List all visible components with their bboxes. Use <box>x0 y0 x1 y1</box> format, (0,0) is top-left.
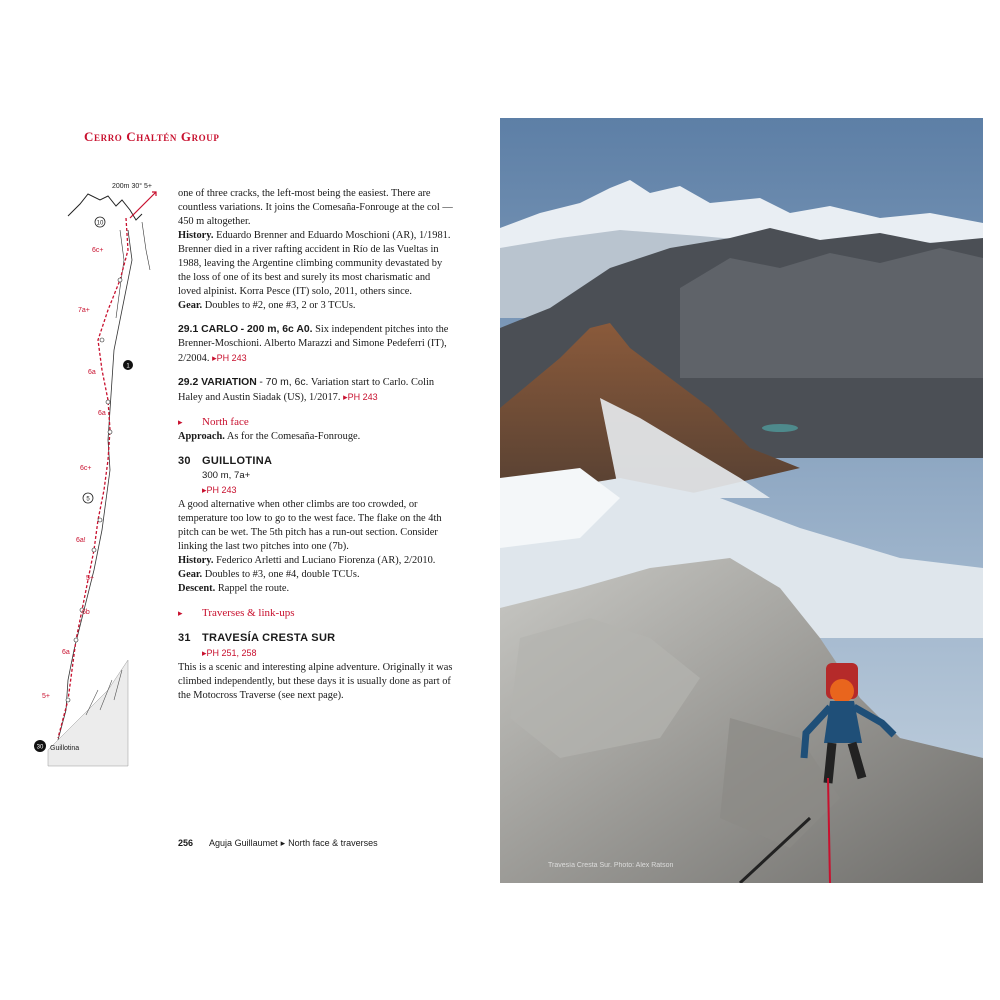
climber-photo <box>500 118 983 883</box>
page-footer <box>178 838 378 849</box>
photo-ref: ▸ PH 243 <box>202 485 237 495</box>
photo-ref: ▸ PH 243 <box>343 392 378 402</box>
topo-route-name: Guillotina <box>50 745 80 752</box>
triangle-bullet-icon: ▸ <box>280 838 286 848</box>
svg-text:1: 1 <box>126 363 130 370</box>
triangle-bullet-icon: ▸ <box>178 608 183 618</box>
topo-belay-1 <box>123 360 133 370</box>
topo-grade: 6c+ <box>80 465 92 472</box>
lake <box>762 424 798 432</box>
topo-grade: 7a+ <box>78 307 90 314</box>
route-30-description: A good alternative when other climbs are too crowded, or temperature too low to go to the west face. The flake on the 4th pitch can be wet. The 5th pitch has a run-out section. Consider linking the last two pitches into one (7b). <box>178 499 442 552</box>
subsection-traverses: ▸ Traverses & link-ups <box>178 607 295 619</box>
topo-grade: 6b <box>82 609 90 616</box>
topo-belay-10 <box>95 217 105 227</box>
photo-ref: ▸ PH 243 <box>212 353 247 363</box>
svg-text:30: 30 <box>36 744 44 751</box>
topo-grade: 6a <box>62 649 70 656</box>
section-title: Cerro Chaltén Group <box>84 129 220 144</box>
topo-top-label: 200m 30° 5+ <box>112 183 152 190</box>
photo-caption: Travesía Cresta Sur. Photo: Alex Ratson <box>548 862 674 869</box>
footer-chapter: North face & traverses <box>288 838 378 848</box>
topo-grade: 6c+ <box>92 247 104 254</box>
subsection-north-face: ▸ North face <box>178 416 249 428</box>
page-number: 256 <box>178 838 194 848</box>
triangle-bullet-icon: ▸ <box>178 417 183 427</box>
route-30-heading: 30 GUILLOTINA <box>178 455 273 467</box>
route-30-spec: 300 m, 7a+ <box>202 470 251 481</box>
route-description: one of three cracks, the left-most being the easiest. There are countless variations. It joins the Comesaña-Fonrouge at the col — 450 m altogether. <box>178 188 453 227</box>
history-entry: History. Eduardo Brenner and Eduardo Moschioni (AR), 1/1981. Brenner died in a river rafting accident in Río de las Vueltas in 1988, leaving the Argentine climbing community devastated by the loss of one of its best and surely its most charismatic and loved alpinist. Korra Pesce (IT) solo, 2011, others since. <box>178 230 451 297</box>
photo-ref: ▸ PH 251, 258 <box>202 648 257 658</box>
descent-entry: Descent. Rappel the route. <box>178 583 290 594</box>
topo-route-line <box>58 218 128 738</box>
topo-crack-lines <box>58 230 132 740</box>
topo-belay-30 <box>34 740 46 752</box>
topo-belay-5 <box>83 493 93 503</box>
guidebook-text <box>178 187 454 703</box>
topo-grade: 6a <box>88 369 96 376</box>
topo-ridge-outline <box>68 194 142 220</box>
variation-29-2: 29.2 VARIATION - 70 m, 6c. Variation start to Carlo. Colin Haley and Austin Siadak (US), 1/2017. ▸ PH 243 <box>178 376 454 405</box>
svg-text:5: 5 <box>86 496 90 503</box>
topo-grade: 6a! <box>76 537 86 544</box>
history-entry: History. Federico Arletti and Luciano Fiorenza (AR), 2/2010. <box>178 555 436 566</box>
svg-text:10: 10 <box>96 220 104 227</box>
variation-carlo: 29.1 CARLO - 200 m, 6c A0. Six independent pitches into the Brenner-Moschioni. Alberto Marazzi and Simone Pedeferri (IT), 2/2004. ▸ PH 243 <box>178 323 454 366</box>
route-31-description: This is a scenic and interesting alpine adventure. Originally it was climbed independently, but these days it is usually done as part of the Motocross Traverse (see next page). <box>178 662 453 701</box>
topo-grade: 5+ <box>86 575 94 582</box>
route-31-heading: 31 TRAVESÍA CRESTA SUR <box>178 632 336 644</box>
gear-entry: Gear. Doubles to #2, one #3, 2 or 3 TCUs. <box>178 300 356 311</box>
gear-entry: Gear. Doubles to #3, one #4, double TCUs. <box>178 569 360 580</box>
approach-entry: Approach. As for the Comesaña-Fonrouge. <box>178 431 361 442</box>
footer-peak: Aguja Guillaumet <box>209 838 278 848</box>
topo-grade: 5+ <box>42 693 50 700</box>
topo-grade: 6a <box>98 410 106 417</box>
topo-summit-arrow <box>130 192 156 218</box>
route-topo-diagram <box>28 170 168 770</box>
